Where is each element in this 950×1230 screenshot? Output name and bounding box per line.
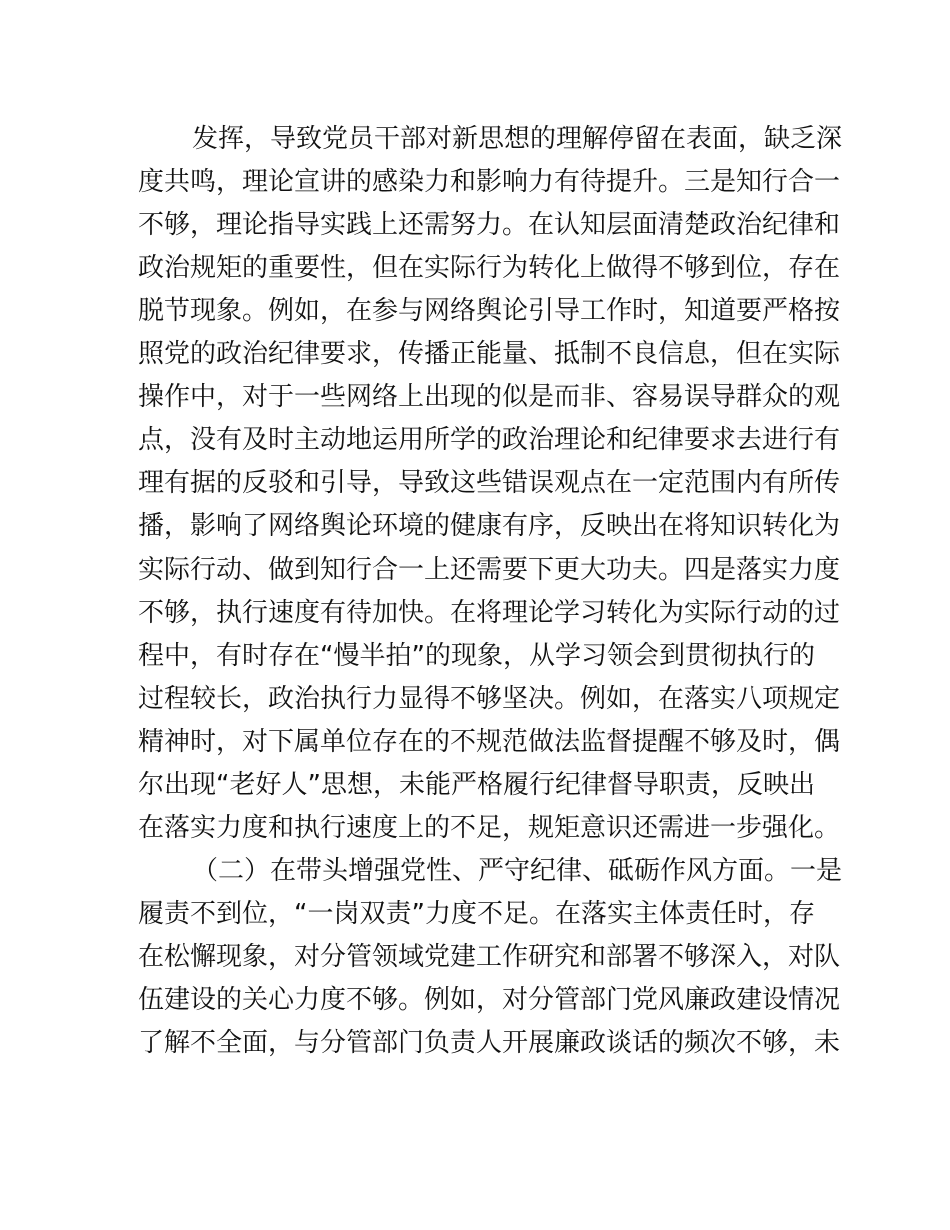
paragraph-line: 照党的政治纪律要求，传播正能量、抵制不良信息，但在实际: [138, 339, 841, 370]
paragraph-line: 尔出现“老好人”思想，未能严格履行纪律督导职责，反映出: [138, 769, 815, 800]
paragraph-line: 不够，执行速度有待加快。在将理论学习转化为实际行动的过: [138, 597, 841, 628]
paragraph-line: 点，没有及时主动地运用所学的政治理论和纪律要求去进行有: [138, 425, 841, 456]
paragraph-line: 程中，有时存在“慢半拍”的现象，从学习领会到贯彻执行的: [138, 640, 815, 671]
paragraph-line: 脱节现象。例如，在参与网络舆论引导工作时，知道要严格按: [138, 296, 841, 327]
paragraph-line: 实际行动、做到知行合一上还需要下更大功夫。四是落实力度: [138, 554, 841, 585]
paragraph-line: 操作中，对于一些网络上出现的似是而非、容易误导群众的观: [138, 382, 841, 413]
paragraph-line: 政治规矩的重要性，但在实际行为转化上做得不够到位，存在: [138, 253, 841, 284]
paragraph-line: 在落实力度和执行速度上的不足，规矩意识还需进一步强化。: [138, 812, 841, 843]
paragraph-line: 伍建设的关心力度不够。例如，对分管部门党风廉政建设情况: [138, 985, 841, 1015]
paragraph-line: （二）在带头增强党性、严守纪律、砥砺作风方面。一是: [192, 855, 843, 886]
paragraph-line: 履责不到位，“一岗双责”力度不足。在落实主体责任时，存: [138, 898, 815, 929]
paragraph-line: 度共鸣，理论宣讲的感染力和影响力有待提升。三是知行合一: [138, 167, 841, 198]
paragraph-line: 了解不全面，与分管部门负责人开展廉政谈话的频次不够，未: [138, 1028, 841, 1059]
paragraph-line: 不够，理论指导实践上还需努力。在认知层面清楚政治纪律和: [138, 210, 841, 241]
paragraph-line: 精神时，对下属单位存在的不规范做法监督提醒不够及时，偶: [138, 726, 841, 757]
paragraph-line: 过程较长，政治执行力显得不够坚决。例如，在落实八项规定: [138, 683, 841, 714]
paragraph-line: 播，影响了网络舆论环境的健康有序，反映出在将知识转化为: [138, 511, 841, 542]
paragraph-line: 发挥，导致党员干部对新思想的理解停留在表面，缺乏深: [192, 124, 843, 154]
paragraph-line: 在松懈现象，对分管领域党建工作研究和部署不够深入，对队: [138, 941, 841, 972]
paragraph-line: 理有据的反驳和引导，导致这些错误观点在一定范围内有所传: [138, 468, 841, 499]
